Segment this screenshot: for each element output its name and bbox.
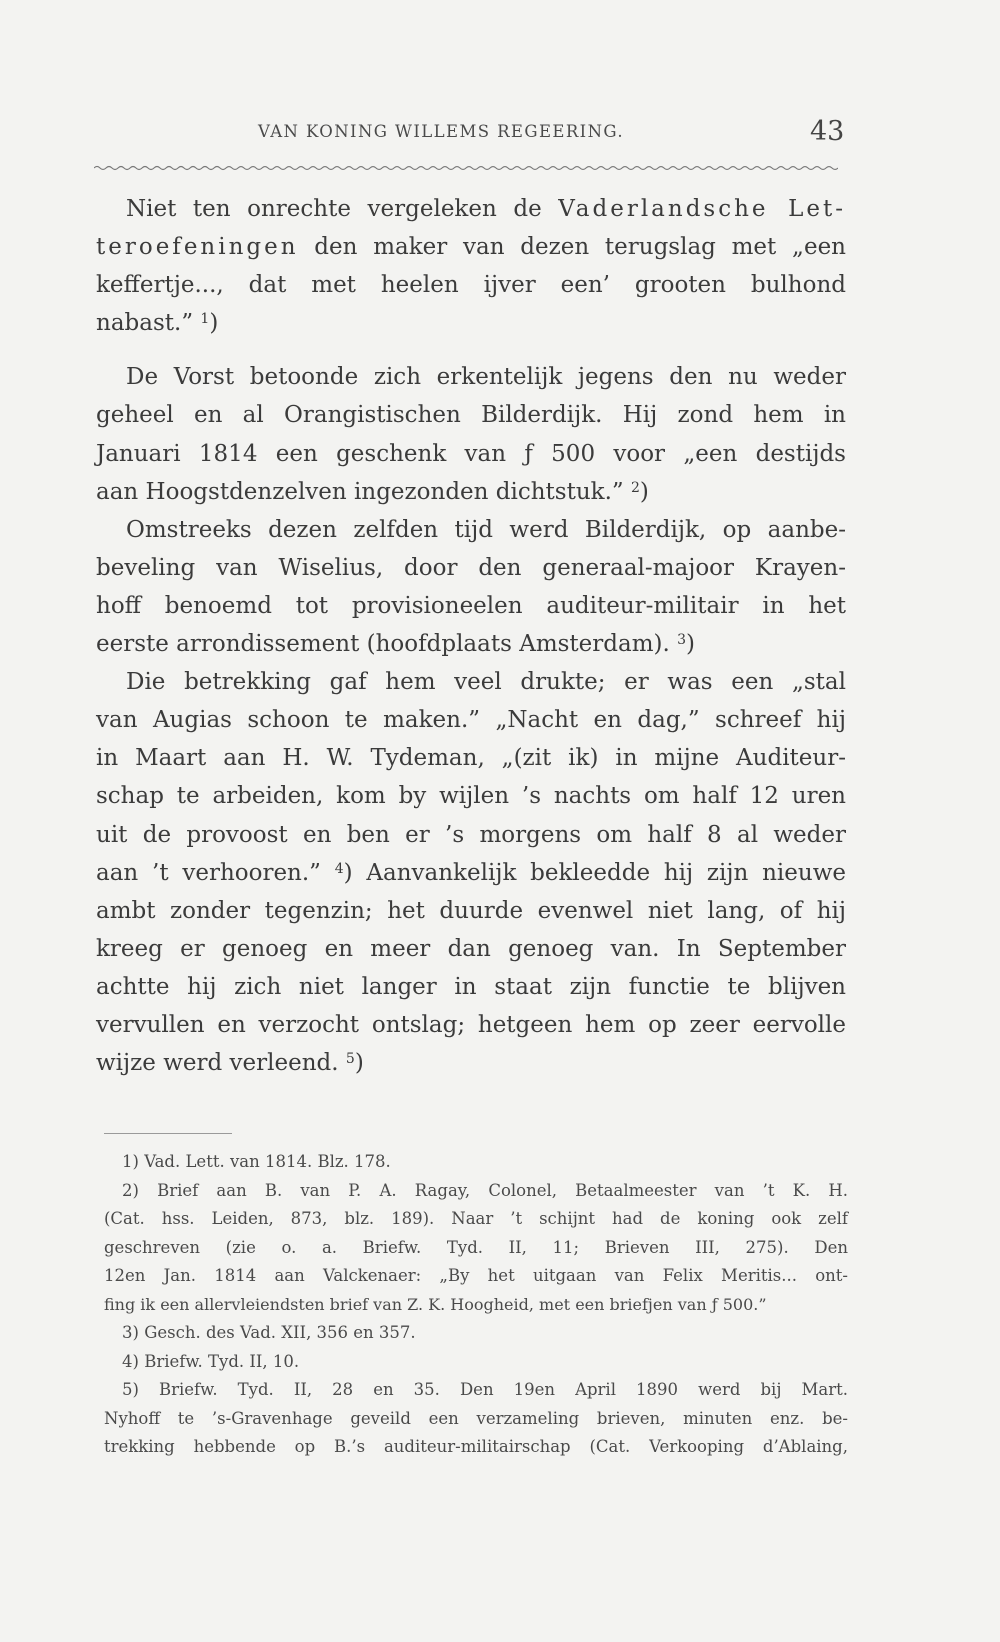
body-line-text: in Maart aan H. W. Tydeman, „(zit ik) in mijne Auditeur- (96, 745, 846, 772)
body-line-7 (96, 435, 846, 473)
footnote-text: fing ik een allervleiendsten brief van Z. K. Hoogheid, met een briefjen van ƒ 500.” (104, 1294, 767, 1314)
footnote-2-line-3 (104, 1234, 848, 1263)
body-line-15 (96, 739, 846, 777)
body-line-14 (96, 701, 846, 739)
footnote-ref-1[interactable]: 1 (200, 311, 210, 328)
body-line-text: ) (354, 1050, 364, 1077)
footnote-text: (Cat. hss. Leiden, 873, blz. 189). Naar ’t schijnt had de koning ook zelf (104, 1209, 848, 1228)
footnote-ref-5[interactable]: 5 (345, 1051, 355, 1068)
body-line-19 (96, 892, 846, 930)
footnote-marker: 2) (122, 1180, 139, 1200)
body-line-10 (96, 549, 846, 587)
body-line-5 (96, 358, 846, 396)
body-line-4 (96, 304, 846, 342)
footnote-5 (108, 1376, 848, 1405)
footnote-text: Nyhoff te ’s-Gravenhage geveild een verzameling brieven, minuten enz. be- (104, 1408, 848, 1428)
body-line-23 (96, 1044, 846, 1082)
body-line-13 (96, 663, 846, 701)
body-line-text: wijze werd verleend. (96, 1050, 339, 1077)
footnote-text: Briefw. Tyd. II, 10. (144, 1351, 300, 1371)
body-line-12 (96, 625, 846, 663)
footnote-text: Briefw. Tyd. II, 28 en 35. Den 19en April 1890 werd bij Mart. (159, 1380, 848, 1399)
footnote-5-line-3 (104, 1433, 848, 1462)
body-line-text: vervullen en verzocht ontslag; hetgeen hem op zeer eervolle (96, 1011, 846, 1038)
body-line-text: teroefeningen (96, 234, 299, 261)
body-line-18 (96, 854, 846, 892)
footnote-2-line-4 (104, 1262, 848, 1291)
footnote-5-line-2 (104, 1405, 848, 1434)
body-line-text: De Vorst betoonde zich erkentelijk jegens den nu weder (126, 364, 846, 391)
body-line-text: ) (209, 310, 219, 337)
body-line-11 (96, 587, 846, 625)
body-text (96, 190, 846, 1082)
running-title: VAN KONING WILLEMS REGEERING. (258, 122, 625, 141)
body-line-text: van Augias schoon te maken.” „Nacht en dag,” schreef hij (96, 707, 846, 734)
footnote-text: geschreven (zie o. a. Briefw. Tyd. II, 11; Brieven III, 275). Den (104, 1237, 848, 1257)
body-line-text: beveling van Wiselius, door den generaal-majoor Krayen- (96, 554, 846, 581)
footnote-text: Gesch. des Vad. XII, 356 en 357. (144, 1323, 416, 1342)
footnote-text: Vad. Lett. van 1814. Blz. 178. (144, 1152, 391, 1171)
footnote-1 (108, 1148, 848, 1177)
body-line-text: schap te arbeiden, kom by wijlen ’s nachts om half 12 uren (96, 783, 846, 810)
body-line-text: ) (686, 631, 696, 658)
body-line-20 (96, 930, 846, 968)
footnote-2-line-2 (104, 1205, 848, 1234)
body-line-text: aan ’t verhooren.” (96, 859, 321, 886)
footnote-3 (108, 1319, 848, 1348)
footnote-4 (108, 1348, 848, 1377)
body-line-text: achtte hij zich niet langer in staat zijn functie te blijven (96, 973, 846, 1000)
body-line-text: Vaderlandsche Let- (558, 196, 847, 222)
body-line-17 (96, 816, 846, 854)
body-line-text: ambt zonder tegenzin; het duurde evenwel niet lang, of hij (96, 897, 846, 924)
body-line-text: Die betrekking gaf hem veel drukte; er was een „stal (126, 669, 846, 696)
body-line-9 (96, 511, 846, 549)
footnote-2 (108, 1177, 848, 1206)
body-line-8 (96, 473, 846, 511)
footnotes (104, 1148, 848, 1462)
body-line-text: kreeg er genoeg en meer dan genoeg van. In September (96, 935, 846, 962)
header-ornament-rule (94, 164, 838, 172)
footnote-marker: 4) (122, 1351, 139, 1371)
body-line-text: ) (639, 478, 649, 505)
body-line-text: geheel en al Orangistischen Bilderdijk. Hij zond hem in (96, 402, 846, 429)
body-line-text: keffertje..., dat met heelen ijver een’ grooten bulhond (96, 272, 846, 299)
footnote-ref-2[interactable]: 2 (630, 479, 640, 496)
footnote-text: Brief aan B. van P. A. Ragay, Colonel, Betaalmeester van ’t K. H. (157, 1180, 848, 1200)
footnote-separator (104, 1133, 232, 1134)
body-line-1 (96, 190, 846, 228)
body-line-text: Omstreeks dezen zelfden tijd werd Bilderdijk, op aanbe- (126, 516, 846, 543)
body-line-text: den maker van dezen terugslag met „een (298, 234, 846, 261)
body-line-text: hoff benoemd tot provisioneelen auditeur-militair in het (96, 592, 846, 619)
footnote-2-line-5 (104, 1291, 848, 1320)
footnote-marker: 5) (122, 1380, 139, 1399)
body-line-16 (96, 777, 846, 815)
body-line-text: ) Aanvankelijk bekleedde hij zijn nieuwe (343, 859, 847, 886)
footnote-text: 12en Jan. 1814 aan Valckenaer: „By het uitgaan van Felix Meritis... ont- (104, 1266, 848, 1285)
footnote-ref-3[interactable]: 3 (677, 632, 687, 649)
body-line-text: nabast.” (96, 310, 194, 337)
body-line-21 (96, 968, 846, 1006)
body-line-text: uit de provoost en ben er ’s morgens om half 8 al weder (96, 821, 846, 848)
page-number: 43 (810, 116, 845, 147)
body-line-text: eerste arrondissement (hoofdplaats Amsterdam). (96, 631, 670, 658)
footnote-marker: 3) (122, 1323, 139, 1342)
footnote-ref-4[interactable]: 4 (334, 860, 344, 877)
body-line-text: Januari 1814 een geschenk van ƒ 500 voor „een destijds (96, 440, 846, 467)
body-line-3 (96, 266, 846, 304)
footnote-marker: 1) (122, 1152, 139, 1171)
body-line-2 (96, 228, 846, 266)
body-line-6 (96, 396, 846, 434)
body-line-text: Niet ten onrechte vergeleken de (126, 196, 559, 222)
body-line-text: aan Hoogstdenzelven ingezonden dichtstuk.” (96, 478, 624, 505)
footnote-text: trekking hebbende op B.’s auditeur-militairschap (Cat. Verkooping d’Ablaing, (104, 1437, 848, 1456)
body-line-22 (96, 1006, 846, 1044)
